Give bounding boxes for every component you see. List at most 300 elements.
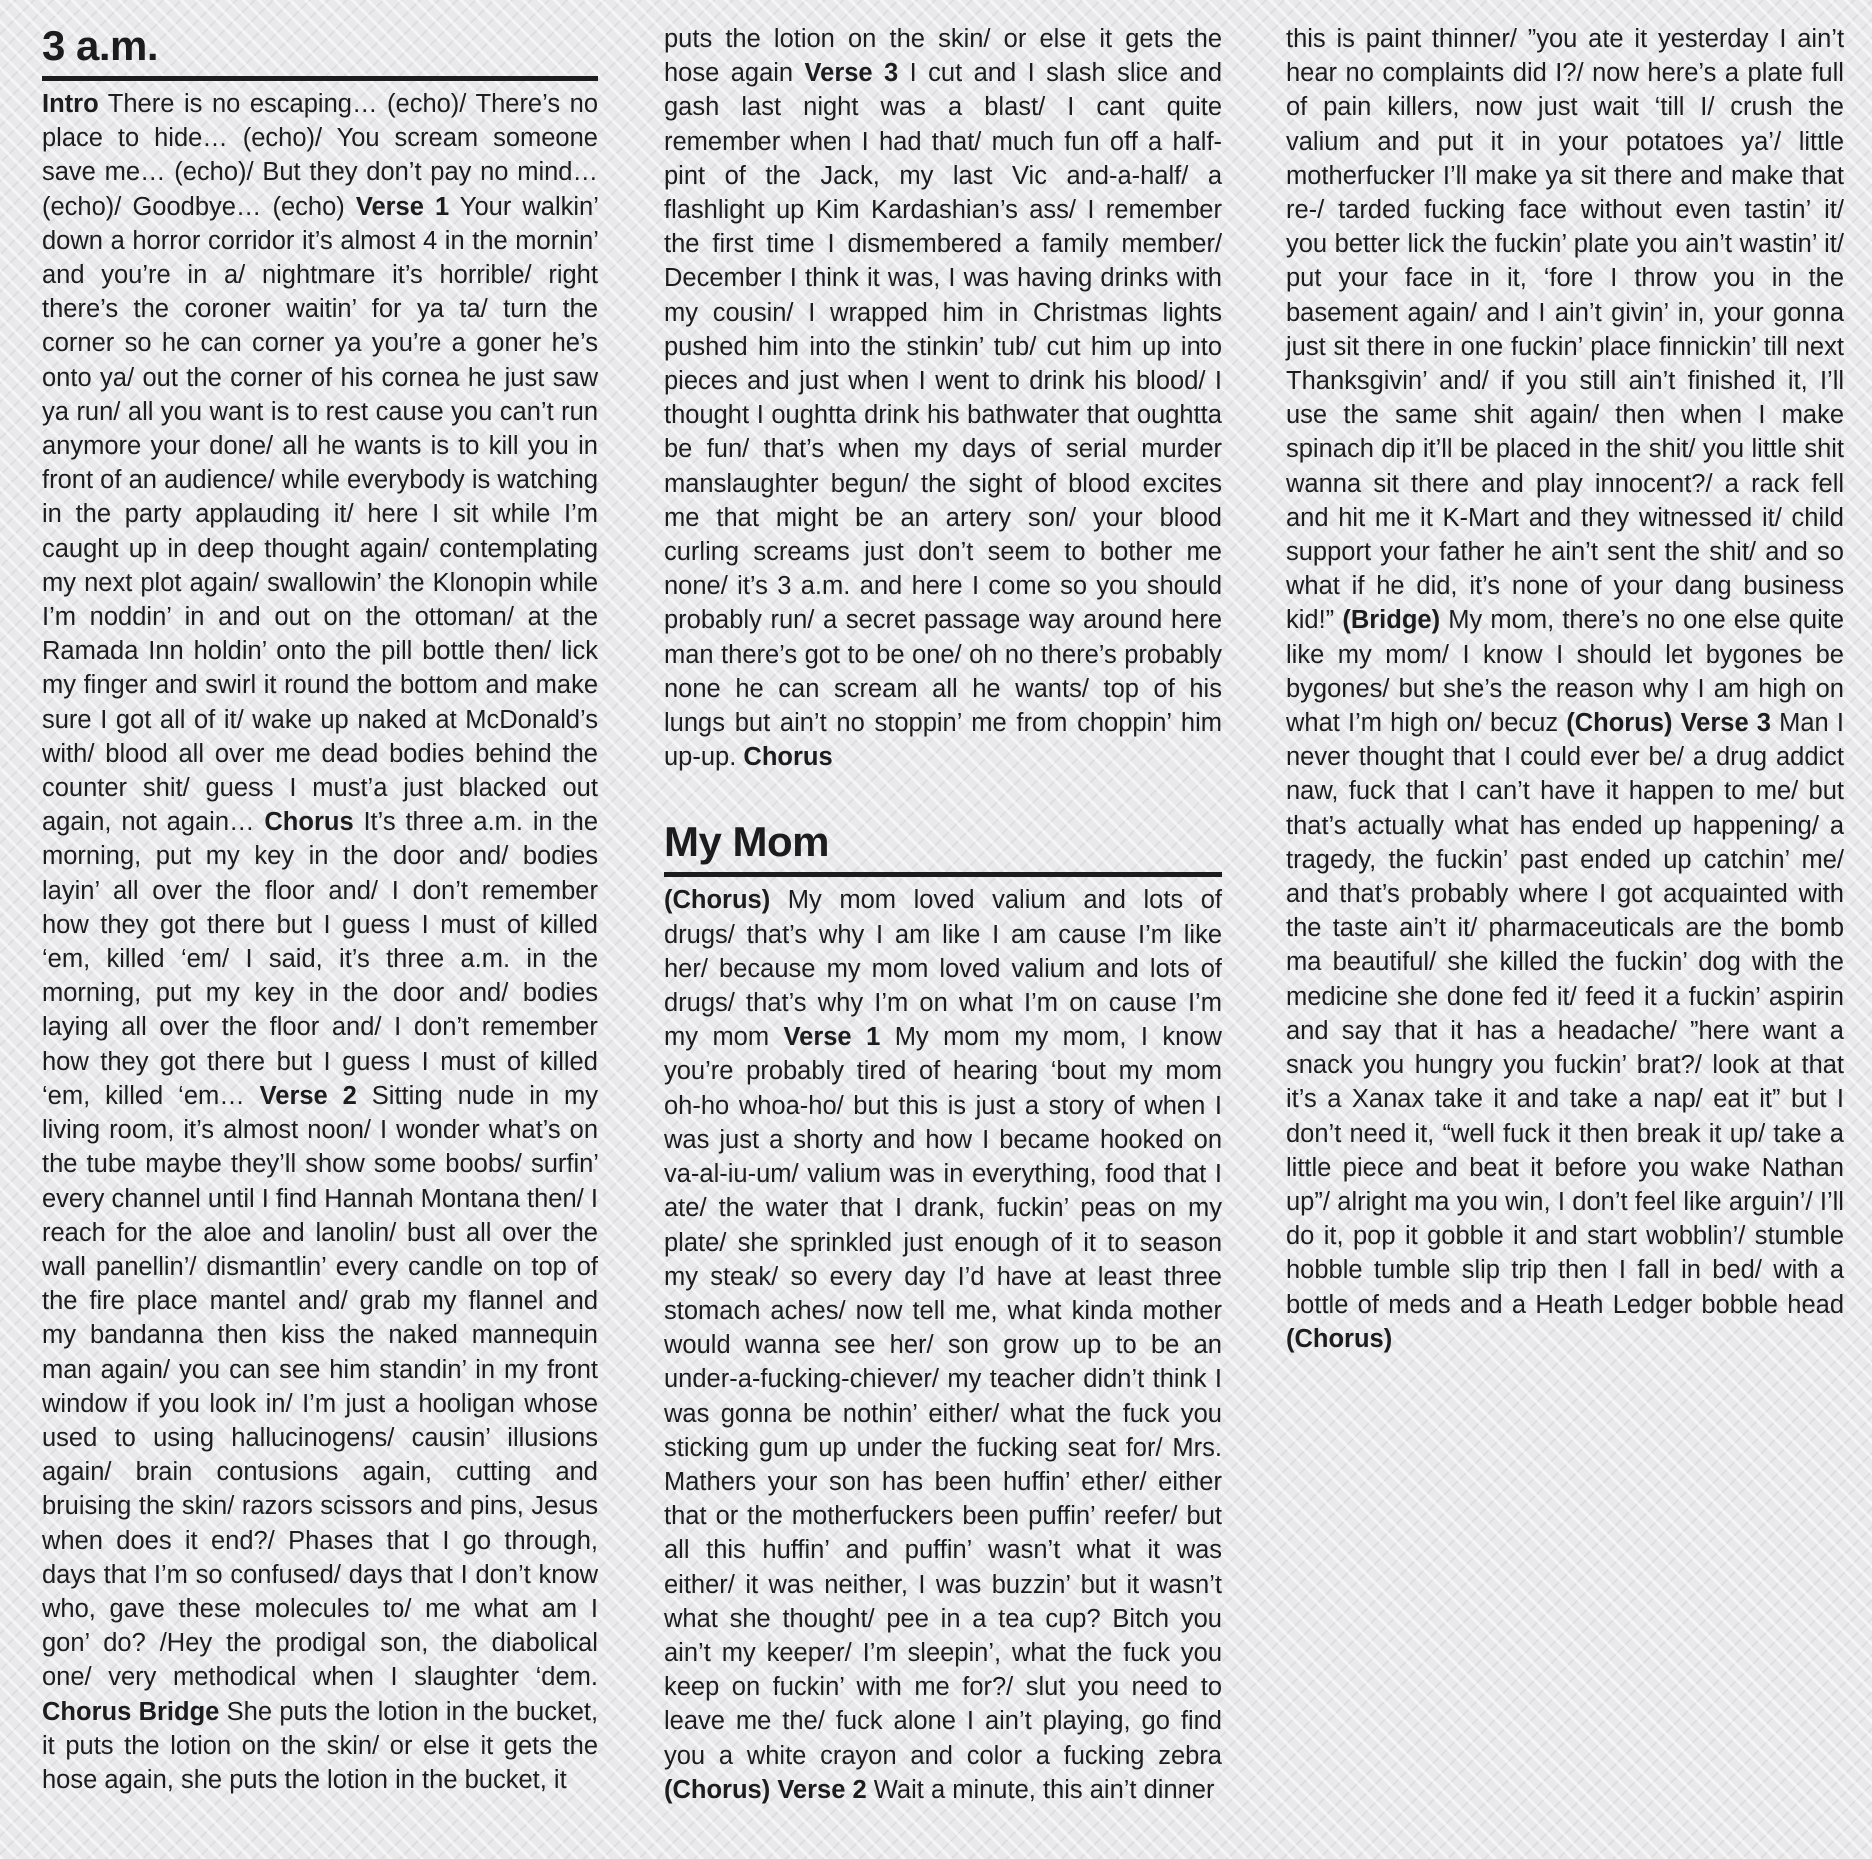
lyric-text — [705, 1742, 719, 1770]
lyric-text: place — [42, 124, 103, 153]
lyric-text — [464, 808, 474, 836]
lyric-text — [828, 1194, 840, 1222]
lyric-text — [770, 709, 780, 737]
lyric-text — [981, 1571, 991, 1599]
lyric-text: but — [1080, 1570, 1117, 1599]
lyric-text: it’s — [339, 945, 370, 974]
lyric-text — [1172, 538, 1186, 566]
lyric-text: corridor — [207, 226, 295, 255]
lyric-text — [950, 1673, 962, 1701]
lyric-text: am — [894, 920, 931, 949]
lyric-text — [1745, 777, 1755, 805]
lyric-text: I’m — [1138, 920, 1172, 949]
lyric-text: gum — [758, 1433, 809, 1462]
lyric-text — [991, 25, 1004, 53]
lyric-text: am — [541, 1594, 578, 1623]
lyric-text — [1048, 1023, 1062, 1051]
lyric-text: my — [721, 1638, 756, 1667]
lyric-text — [1755, 264, 1772, 292]
lyric-text — [1537, 162, 1545, 190]
lyric-text — [99, 877, 113, 905]
lyric-text: hooligan — [418, 1389, 515, 1418]
lyric-text — [1329, 504, 1339, 532]
lyric-text: guess — [342, 910, 411, 939]
lyric-text: it’s — [737, 572, 768, 601]
lyric-text: blood/ — [1136, 367, 1206, 396]
lyric-text: they — [100, 910, 149, 939]
lyric-text: tea — [998, 1604, 1034, 1633]
lyric-text: I — [1836, 1085, 1844, 1114]
lyric-text: he — [467, 363, 497, 392]
lyric-text: goner — [476, 329, 542, 358]
lyric-text: guess — [205, 774, 274, 803]
lyric-text: but — [1398, 674, 1435, 703]
lyric-text: his — [1189, 674, 1222, 703]
lyric-text: one/ — [911, 640, 962, 669]
lyric-text: swallowin’ — [267, 568, 381, 597]
lyric-text — [1643, 812, 1654, 840]
lyric-text: that — [1801, 1051, 1845, 1080]
lyric-text — [444, 295, 459, 323]
lyric-text — [1451, 1291, 1460, 1319]
lyric-text — [491, 1527, 504, 1555]
lyric-text — [815, 299, 830, 327]
lyric-text: I’m — [1187, 989, 1222, 1018]
lyric-text: and — [1286, 503, 1329, 532]
lyric-text: with — [1798, 880, 1844, 909]
lyric-text: Christmas — [1032, 298, 1148, 327]
lyric-text: beat — [1469, 1153, 1519, 1182]
lyric-text: like — [1183, 920, 1223, 949]
lyric-text: I — [1458, 777, 1466, 806]
lyric-text — [1116, 1571, 1126, 1599]
lyric-text — [1086, 1263, 1098, 1291]
lyric-text: start — [1587, 1222, 1637, 1251]
lyric-text — [1572, 162, 1580, 190]
lyric-text — [1808, 538, 1817, 566]
lyric-text — [1056, 470, 1068, 498]
lyric-text — [156, 1663, 173, 1691]
lyric-text — [114, 329, 124, 357]
lyric-text — [856, 401, 864, 429]
lyric-text: oh — [969, 640, 998, 669]
lyric-text — [1652, 641, 1665, 669]
lyric-text: again/ — [100, 1355, 171, 1384]
lyric-text: when — [312, 1663, 374, 1692]
lyric-text: someone — [493, 124, 598, 153]
lyric-text — [1136, 1194, 1148, 1222]
lyric-text — [185, 706, 194, 734]
lyric-text — [308, 432, 317, 460]
lyric-text — [819, 470, 831, 498]
lyric-text: key — [254, 842, 295, 871]
lyric-text — [861, 955, 872, 983]
lyric-text: into — [809, 332, 851, 361]
lyric-text: sprinkled — [790, 1228, 893, 1257]
lyric-text: could — [1520, 743, 1582, 772]
lyric-text: caught — [42, 534, 119, 563]
lyric-text — [437, 227, 445, 255]
lyric-text: Mathers — [664, 1467, 757, 1496]
lyric-text — [369, 1595, 383, 1623]
lyric-text — [925, 25, 938, 53]
lyric-text: your — [1093, 503, 1143, 532]
space — [770, 886, 788, 914]
lyric-text — [1817, 1017, 1830, 1045]
lyric-text — [1176, 1194, 1188, 1222]
lyric-text — [1184, 1126, 1194, 1154]
lyric-text: three — [1163, 1262, 1222, 1291]
lyric-text — [1066, 886, 1084, 914]
lyric-text: blood — [1068, 469, 1131, 498]
lyric-text: it — [745, 1570, 759, 1599]
lyric-text: season — [1139, 1228, 1223, 1257]
lyric-text: it’s — [183, 1116, 215, 1145]
lyric-text: the — [1733, 914, 1769, 943]
lyric-text: but — [734, 709, 771, 738]
lyric-text: this — [1042, 1775, 1083, 1804]
lyric-text — [1487, 230, 1495, 258]
lyric-text: if — [1351, 572, 1365, 601]
lyric-text: ya — [1545, 161, 1573, 190]
lyric-text — [749, 1434, 759, 1462]
lyric-text: sent — [1607, 538, 1656, 567]
lyric-text: escaping… — [249, 90, 378, 118]
lyric-text — [1139, 1571, 1149, 1599]
lyric-text: on/ — [1446, 709, 1482, 738]
lyric-text — [76, 1321, 90, 1349]
lyric-text: again — [730, 59, 794, 88]
lyric-text: because — [719, 954, 816, 983]
lyric-text — [1760, 983, 1769, 1011]
lyric-text: pay — [430, 158, 472, 187]
lyric-text: sticking — [664, 1433, 750, 1462]
lyric-text: hungry — [1414, 1051, 1493, 1080]
lyric-text — [1058, 989, 1069, 1017]
lyric-text — [814, 606, 823, 634]
lyric-text: of — [507, 910, 529, 939]
lyric-text: a — [1530, 1016, 1545, 1045]
lyric-text — [1482, 709, 1490, 737]
section-tag: (Chorus) — [1286, 1324, 1393, 1353]
lyric-text: mom — [839, 886, 897, 915]
lyric-text — [1371, 538, 1380, 566]
lyric-text — [837, 606, 846, 634]
lyric-text — [229, 945, 245, 973]
lyric-text: the — [226, 1629, 262, 1658]
lyric-text: slice — [1117, 59, 1169, 88]
lyric-text — [1340, 709, 1348, 737]
lyric-text — [1436, 948, 1447, 976]
lyric-text: might — [775, 503, 839, 532]
lyric-text — [328, 1698, 335, 1726]
lyric-text — [165, 945, 181, 973]
lyric-text — [902, 572, 911, 600]
lyric-text: was, — [887, 264, 941, 293]
lyric-text — [707, 1502, 716, 1530]
lyric-text — [1205, 367, 1214, 395]
lyric-text: your — [1714, 298, 1764, 327]
lyric-text: without — [1580, 196, 1662, 225]
lyric-text — [1509, 812, 1520, 840]
lyric-text — [464, 740, 475, 768]
lyric-text: cut — [1046, 332, 1081, 361]
lyric-text — [1016, 435, 1030, 463]
lyric-text: what — [1012, 1638, 1066, 1667]
lyric-text: on — [1193, 1125, 1223, 1154]
lyric-text — [945, 1297, 955, 1325]
lyric-text: Jack, — [820, 161, 880, 190]
lyric-text: has — [1519, 811, 1561, 840]
lyric-text — [349, 671, 357, 699]
lyric-text: kinda — [1071, 1296, 1133, 1325]
lyric-text — [1488, 435, 1495, 463]
lyric-text: on — [1147, 1194, 1177, 1223]
lyric-text: in — [308, 842, 329, 871]
lyric-text — [1371, 93, 1387, 121]
lyric-text — [496, 1048, 508, 1076]
lyric-text — [466, 1356, 475, 1384]
lyric-text: had — [878, 127, 922, 156]
lyric-text: me — [664, 503, 700, 532]
lyric-text: the — [1569, 948, 1605, 977]
lyric-text: that — [1086, 401, 1130, 430]
lyric-text: of — [1286, 93, 1308, 122]
lyric-text: Goodbye… — [132, 192, 262, 221]
lyric-text — [847, 1434, 857, 1462]
lyric-text: make — [1475, 161, 1538, 190]
lyric-text — [749, 401, 757, 429]
lyric-text: rack — [1751, 469, 1800, 498]
lyric-text — [1148, 1023, 1162, 1051]
lyric-text: innocent?/ — [1594, 469, 1713, 498]
lyric-text — [980, 921, 992, 949]
lyric-text: that — [1452, 743, 1496, 772]
lyric-text — [1169, 1605, 1181, 1633]
lyric-text: all — [282, 432, 308, 461]
lyric-text — [963, 1160, 972, 1188]
lyric-text — [1207, 1365, 1215, 1393]
lyric-text: feel — [1634, 1187, 1677, 1216]
lyric-text: Nathan — [1761, 1153, 1844, 1182]
lyric-text: headache/ — [1557, 1016, 1677, 1045]
lyric-text: it — [553, 1765, 567, 1794]
lyric-text — [997, 641, 1004, 669]
lyric-text: up — [1142, 332, 1171, 361]
lyric-text: around — [1082, 606, 1163, 635]
lyric-text — [174, 1766, 181, 1794]
lyric-text — [214, 1116, 223, 1144]
lyric-text: face — [1404, 264, 1454, 293]
lyric-text: for/ — [1125, 1433, 1163, 1462]
lyric-text: of — [1200, 886, 1223, 915]
lyric-text: floor — [264, 876, 315, 905]
lyric-text: reefer/ — [1103, 1502, 1178, 1531]
lyric-text: audience/ — [164, 466, 275, 495]
lyric-text: in — [1521, 127, 1541, 156]
lyric-text — [1444, 743, 1453, 771]
lyric-text — [157, 535, 167, 563]
lyric-text: the — [562, 1218, 598, 1247]
lyric-text — [1321, 948, 1332, 976]
lyric-text: reason — [1555, 674, 1634, 703]
lyric-text — [735, 1571, 745, 1599]
lyric-text: you’re — [371, 329, 442, 358]
lyric-text: she — [1396, 982, 1439, 1011]
lyric-text: front — [42, 466, 94, 495]
lyric-text — [1051, 572, 1060, 600]
lyric-text — [1626, 1256, 1637, 1284]
lyric-text — [1568, 846, 1580, 874]
lyric-text — [721, 675, 736, 703]
lyric-text: under — [856, 1433, 922, 1462]
lyric-text — [207, 261, 224, 289]
lyric-text — [1139, 675, 1154, 703]
lyric-text: his — [926, 401, 960, 430]
lyric-text: of — [100, 466, 122, 495]
lyric-text: the — [1664, 538, 1701, 567]
lyric-text — [1679, 1154, 1690, 1182]
lyric-text: what — [1286, 709, 1340, 738]
lyric-text — [883, 1194, 895, 1222]
lyric-text: all — [127, 397, 154, 426]
lyric-text — [1001, 1639, 1012, 1667]
lyric-text: and/ — [458, 842, 509, 871]
lyric-text: the — [422, 1765, 458, 1794]
lyric-text: it — [1083, 1228, 1096, 1257]
lyric-text — [1495, 1120, 1503, 1148]
lyric-text: illusions — [507, 1423, 598, 1452]
lyric-text: else — [1039, 25, 1087, 53]
lyric-text — [1337, 59, 1345, 87]
lyric-text: the — [472, 226, 508, 255]
lyric-text — [76, 603, 90, 631]
lyric-text: My — [894, 1023, 929, 1052]
lyric-text — [1741, 948, 1752, 976]
lyric-text — [1327, 230, 1335, 258]
lyric-text: the — [1511, 674, 1547, 703]
lyric-text — [375, 261, 392, 289]
lyric-text: tired — [856, 1057, 907, 1086]
lyric-text — [1467, 162, 1475, 190]
lyric-text: to — [117, 124, 140, 153]
lyric-text — [1126, 1023, 1140, 1051]
lyric-text: basement — [1286, 298, 1398, 327]
lyric-text: you — [1638, 1153, 1680, 1182]
lyric-text: tell — [912, 1296, 946, 1325]
lyric-text — [1477, 914, 1488, 942]
lyric-text: I — [827, 230, 835, 259]
lyric-text — [718, 1605, 730, 1633]
lyric-text — [825, 1707, 836, 1735]
lyric-text: “well — [1442, 1119, 1495, 1148]
section-tag: Verse — [1680, 709, 1749, 738]
lyric-text — [1692, 641, 1705, 669]
lyric-text — [733, 1742, 747, 1770]
lyric-text — [136, 1424, 153, 1452]
lyric-text — [1697, 264, 1714, 292]
lyric-text: December — [664, 264, 782, 293]
lyric-text — [1500, 1256, 1511, 1284]
lyric-text: was — [1176, 1536, 1223, 1565]
lyric-text: up — [128, 534, 158, 563]
lyric-text: none — [1511, 572, 1569, 601]
lyric-text: she’s — [1443, 674, 1503, 703]
lyric-text: candle — [408, 1252, 484, 1281]
lyric-text — [1340, 572, 1352, 600]
lyric-text: mom — [943, 1023, 1000, 1052]
lyric-text — [1641, 435, 1648, 463]
lyric-text — [269, 1185, 276, 1213]
lyric-text: the — [334, 1697, 371, 1726]
lyric-text — [1639, 93, 1655, 121]
lyric-text: medicine — [1286, 982, 1389, 1011]
lyric-text — [1588, 880, 1599, 908]
lyric-text: it/ — [1556, 982, 1577, 1011]
lyric-text — [461, 1595, 475, 1623]
lyric-text — [184, 637, 194, 665]
lyric-text: bodies — [522, 979, 599, 1008]
lyric-text — [1692, 846, 1704, 874]
lyric-text: you — [160, 397, 203, 426]
lyric-text — [1410, 504, 1420, 532]
lyric-text: But — [262, 158, 301, 187]
lyric-text: slash — [1046, 59, 1106, 88]
lyric-text: all — [465, 1218, 492, 1247]
lyric-text — [1514, 367, 1526, 395]
lyric-text: fell — [1811, 469, 1845, 498]
lyric-text — [378, 740, 389, 768]
lyric-text — [1701, 1256, 1712, 1284]
lyric-text — [415, 227, 423, 255]
lyric-text — [188, 1561, 196, 1589]
lyric-text: what — [1076, 1536, 1131, 1565]
lyric-text — [719, 59, 730, 87]
lyric-text: I — [918, 367, 926, 396]
lyric-text: my — [205, 979, 240, 1008]
lyric-text — [993, 162, 1012, 190]
lyric-text — [1566, 230, 1574, 258]
lyric-text: (echo)/ — [387, 90, 467, 118]
lyric-text — [819, 675, 834, 703]
lyric-text: layin’ — [42, 876, 100, 905]
lyric-text: in — [445, 1697, 466, 1726]
lyric-text — [864, 921, 876, 949]
lyric-text: ain’t — [1551, 538, 1598, 567]
lyric-text: scissors — [320, 1492, 413, 1521]
lyric-text — [1068, 1194, 1080, 1222]
lyric-text: ended — [1580, 845, 1651, 874]
lyric-text: least — [1097, 1262, 1152, 1291]
lyric-text — [1503, 333, 1511, 361]
lyric-text — [1415, 435, 1422, 463]
lyric-text — [1513, 401, 1529, 429]
lyric-text — [719, 93, 741, 121]
lyric-text — [1500, 572, 1512, 600]
lyric-text — [195, 1048, 207, 1076]
lyric-text — [1074, 606, 1083, 634]
lyric-text: what — [1286, 572, 1340, 601]
lyric-text: very — [108, 1663, 157, 1692]
lyric-text — [231, 1732, 242, 1760]
lyric-text — [220, 1356, 229, 1384]
lyric-text — [163, 1082, 178, 1110]
lyric-text: to — [847, 640, 869, 669]
lyric-text: actually — [1357, 811, 1444, 840]
lyric-text — [735, 921, 747, 949]
lyric-text — [1651, 846, 1663, 874]
section-tag: Verse — [777, 1775, 846, 1804]
